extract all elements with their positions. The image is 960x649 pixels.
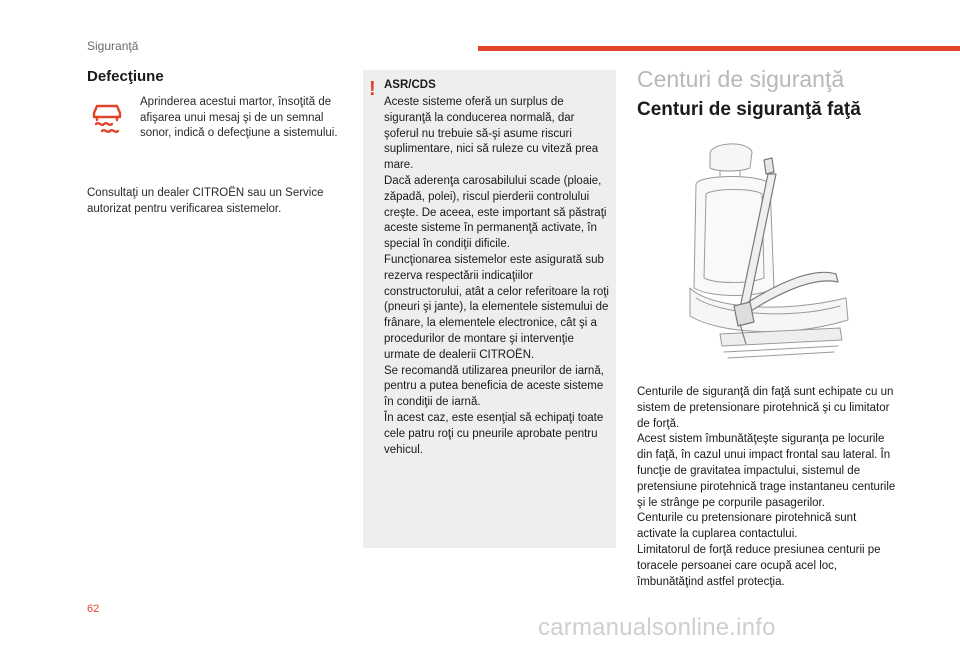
watermark: carmanualsonline.info — [538, 614, 776, 641]
note-title: ASR/CDS — [384, 79, 436, 91]
page-number: 62 — [87, 603, 100, 615]
chapter-heading: Centuri de siguranţă — [637, 66, 845, 92]
seat-belt-illustration — [670, 138, 870, 366]
section-label: Siguranţă — [87, 39, 139, 53]
defect-heading: Defecţiune — [87, 68, 164, 85]
warning-description: Aprinderea acestui martor, însoţită de afişarea unui mesaj şi de un semnal sonor, indică o defecţiune a sistemului. — [140, 96, 338, 139]
consult-dealer-text: Consultaţi un dealer CITROËN sau un Service autorizat pentru verificarea sistemelor. — [87, 187, 324, 215]
header-accent-rule — [478, 46, 960, 51]
exclamation-icon: ! — [369, 78, 376, 100]
traction-control-fault-icon — [88, 100, 126, 138]
section-heading: Centuri de siguranţă faţă — [637, 99, 861, 120]
front-seatbelts-description: Centurile de siguranţă din faţă sunt echipate cu un sistem de pretensionare pirotehnică şi cu limitator de forţă. Acest sistem îmbunătăţeşte siguranţa pe locurile din faţă, în cazul unui impact frontal sau lateral. În funcţie de gravitatea impactului, sistemul de pretensiune pirotehnică trage instantaneu centurile şi le strânge pe corpurile pasagerilor. Centurile cu pretensionare pirotehnică sunt activate la cuplarea contactului. Limitatorul de forţă reduce presiunea centurii pe toracele persoanei care ocupă acel loc, îmbunătăţind astfel protecţia. — [637, 386, 896, 588]
note-body: Aceste sisteme oferă un surplus de siguranţă la conducerea normală, dar şoferul nu trebuie să-şi asume riscuri suplimentare, nici să ruleze cu viteză prea mare. Dacă aderenţa carosabilului scade (ploaie, zăpadă, polei), riscul pierderii controlului creşte. De aceea, este important să păstraţi aceste sisteme în permanenţă activate, în special în condiţii dificile. Funcţionarea sistemelor este asigurată sub rezerva respectării indicaţiilor constructorului, atât a celor referitoare la roţi (pneuri şi jante), la elementele sistemului de frânare, la elementele electronice, cât şi a procedurilor de montare şi intervenţie urmate de dealerii CITROËN. Se recomandă utilizarea pneurilor de iarnă, pentru a putea beneficia de aceste sisteme în condiţii de iarnă. În acest caz, este esenţial să echipaţi toate cele patru roţi cu pneurile aprobate pentru vehicul. — [384, 96, 609, 456]
